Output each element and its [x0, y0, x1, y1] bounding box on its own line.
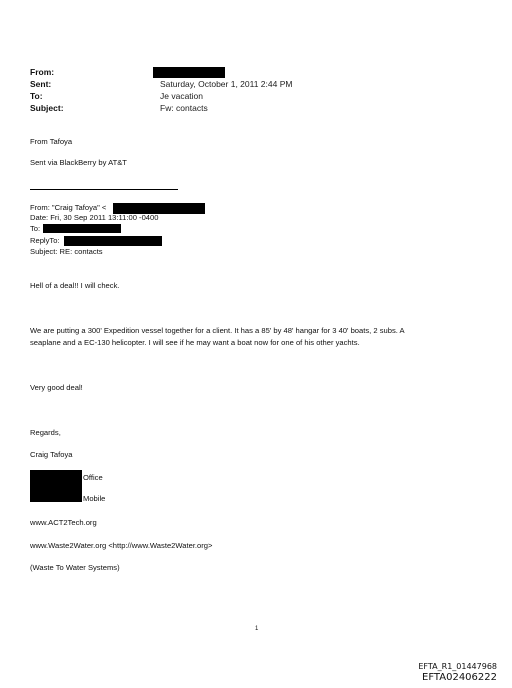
fwd-replyto-line: ReplyTo:	[30, 236, 60, 245]
to-value: Je vacation	[160, 91, 203, 101]
sent-via-line: Sent via BlackBerry by AT&T	[30, 158, 127, 167]
mobile-label: Mobile	[83, 494, 106, 503]
page-number: 1	[255, 626, 259, 632]
fwd-to-line: To:	[30, 224, 41, 233]
website-waste2water: www.Waste2Water.org <http://www.Waste2Water.org>	[30, 541, 213, 550]
office-label: Office	[83, 473, 103, 482]
efta-id-2: EFTA02406222	[422, 672, 497, 683]
fwd-date-line: Date: Fri, 30 Sep 2011 13:11:00 -0400	[30, 213, 159, 222]
separator-rule	[30, 189, 178, 190]
redaction-phone-numbers	[30, 470, 82, 502]
paragraph-2-line-1: We are putting a 300' Expedition vessel together for a client. It has a 85' by 48' hangar for 3 40' boats, 2 subs. A	[30, 326, 405, 335]
sent-label: Sent:	[30, 79, 52, 89]
from-label: From:	[30, 67, 55, 77]
efta-id-1: EFTA_R1_01447968	[418, 662, 497, 671]
redaction-fwd-replyto	[64, 236, 162, 246]
signature-name: Craig Tafoya	[30, 450, 73, 459]
paragraph-1: Hell of a deal!! I will check.	[30, 281, 120, 290]
paragraph-2-line-2: seaplane and a EC-130 helicopter. I will see if he may want a boat now for one of his other yachts.	[30, 338, 360, 347]
regards-line: Regards,	[30, 428, 61, 437]
fwd-subject-line: Subject: RE: contacts	[30, 247, 103, 256]
subject-value: Fw: contacts	[160, 103, 208, 113]
fwd-from-line: From: "Craig Tafoya" <	[30, 203, 107, 212]
website-act2tech: www.ACT2Tech.org	[30, 518, 97, 527]
company-name: (Waste To Water Systems)	[30, 563, 120, 572]
redaction-fwd-to	[43, 224, 121, 233]
to-label: To:	[30, 91, 43, 101]
sent-value: Saturday, October 1, 2011 2:44 PM	[160, 79, 293, 89]
from-line: From Tafoya	[30, 137, 73, 146]
subject-label: Subject:	[30, 103, 64, 113]
redaction-from	[153, 67, 225, 78]
paragraph-3: Very good deal!	[30, 383, 83, 392]
